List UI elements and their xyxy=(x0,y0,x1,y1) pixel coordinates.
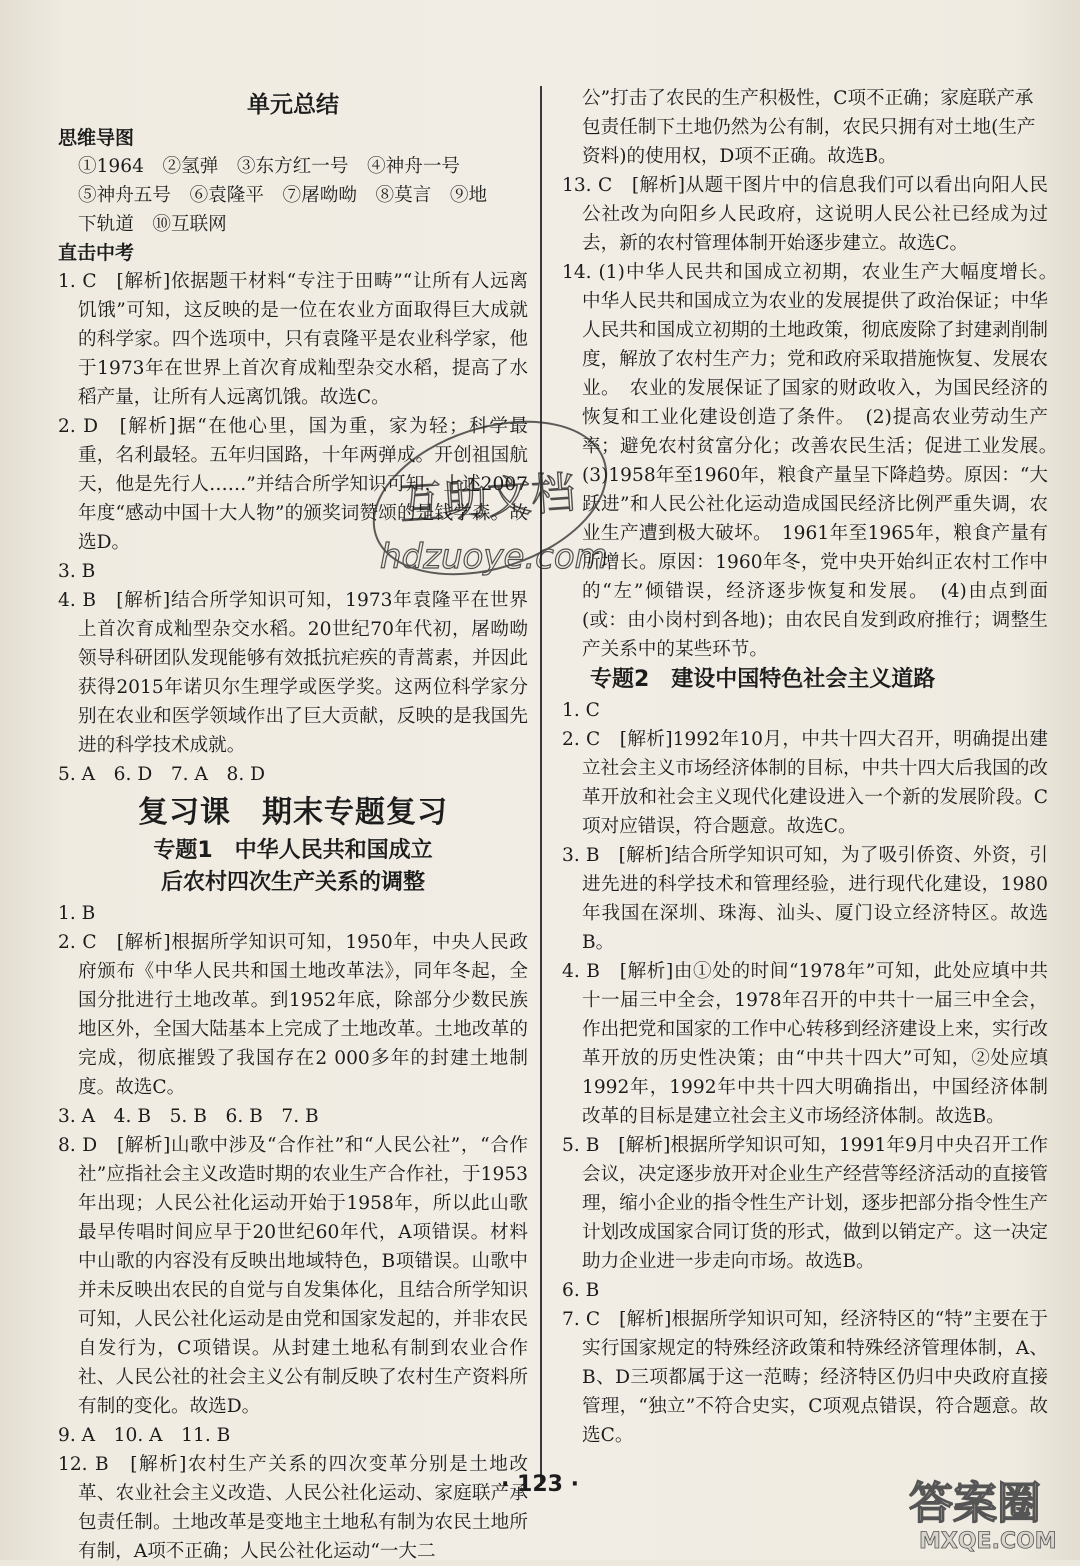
topic1-title-line1: 专题1 中华人民共和国成立 xyxy=(153,838,433,863)
logo-sub-text: MXQE.COM xyxy=(919,1529,1057,1554)
answer-item: 8. D [解析]山歌中涉及“合作社”和“人民公社”，“合作社”应指社会主义改造时期的农业生产合作社，于1953年出现；人民公社化运动开始于1958年，所以此山歌最早传唱时间应早于20世纪60年代，A项错误。材料中山歌的内容没有反映出地域特色，B项错误。山歌中并未反映出农民的自觉与自发集体化，且结合所学知识可知，人民公社化运动是由党和国家发起的，并非农民自发行为，C项错误。从封建土地私有制到农业合作社、人民公社的社会主义公有制反映了农村生产资料所有制的变化。故选D。 xyxy=(58,1135,528,1417)
mindmap-line: ①1964 ②氢弹 ③东方红一号 ④神舟一号 xyxy=(78,156,461,177)
answer-item: 1. C [解析]依据题干材料“专注于田畴”“让所有人远离饥饿”可知，这反映的是一位在农业方面取得巨大成就的科学家。四个选项中，只有袁隆平是农业科学家，他于1973年在世界上首次育成籼型杂交水稻，提高了水稻产量，让所有人远离饥饿。故选C。 xyxy=(58,271,528,408)
answer-item: 3. B [解析]结合所学知识可知，为了吸引侨资、外资，引进先进的科学技术和管理经验，进行现代化建设，1980年我国在深圳、珠海、汕头、厦门设立经济特区。故选B。 xyxy=(562,845,1048,953)
review-title: 复习课 期末专题复习 xyxy=(138,795,448,830)
answer-item: 6. B xyxy=(562,1280,600,1301)
logo-main-text: 答案圈 xyxy=(909,1478,1041,1529)
answer-item: 14. (1)中华人民共和国成立初期，农业生产大幅度增长。 中华人民共和国成立为农业的发展提供了政治保证；中华人民共和国成立初期的土地政策，彻底废除了封建剥削制度，解放了农村生产力；党和政府采取措施恢复、发展农业。 农业的发展保证了国家的财政收入，为国民经济的恢复和工业化建设创造了条件。 (2)提高农业劳动生产率；避免农村贫富分化；改善农民生活；促进工业发展。 (3)1958年至1960年，粮食产量呈下降趋势。原因：“大跃进”和人民公社化运动造成国民经济比例严重失调，农业生产遭到极大破坏。 1961年至1965年，粮食产量有所增长。原因：1960年冬，党中央开始纠正农村工作中的“左”倾错误，经济逐步恢复和发展。 (4)由点到面(或：由小岗村到各地)；由农民自发到政府推行；调整生产关系中的某些环节。 xyxy=(562,262,1067,660)
left-column xyxy=(58,84,528,1566)
answer-item: 9. A 10. A 11. B xyxy=(58,1425,231,1446)
mindmap-heading: 思维导图 xyxy=(58,127,135,149)
mindmap-line: ⑤神舟五号 ⑥袁隆平 ⑦屠呦呦 ⑧莫言 ⑨地 xyxy=(78,185,488,206)
zhongkao-heading: 直击中考 xyxy=(58,242,135,264)
answer-item: 2. C [解析]根据所学知识可知，1950年，中央人民政府颁布《中华人民共和国土地改革法》，同年冬起，全国分批进行土地改革。到1952年底，除部分少数民族地区外，全国大陆基本上完成了土地改革。土地改革的完成，彻底摧毁了我国存在2 000多年的封建土地制度。故选C。 xyxy=(58,932,528,1098)
watermark-text: 互助文档 xyxy=(397,467,577,531)
answer-item: 3. B xyxy=(58,561,96,582)
mindmap-line: 下轨道 ⑩互联网 xyxy=(78,214,227,235)
answer-item: 4. B [解析]由①处的时间“1978年”可知，此处应填中共十一届三中全会，1978年召开的中共十一届三中全会，作出把党和国家的工作中心转移到经济建设上来，实行改革开放的历史性决策；由“中共十四大”可知，②处应填1992年，1992年中共十四大明确指出，中国经济体制改革的目标是建立社会主义市场经济体制。故选B。 xyxy=(562,961,1048,1127)
answer-item: 12. B [解析]农村生产关系的四次变革分别是土地改革、农业社会主义改造、人民公社化运动、家庭联产承包责任制。土地改革是变地主土地私有制为农民土地所有制，A项不正确；人民公社化运动“一大二 xyxy=(58,1454,528,1562)
answer-item: 3. A 4. B 5. B 6. B 7. B xyxy=(58,1106,319,1127)
watermark-url: hdzuoye.com xyxy=(380,537,608,577)
answer-item: 1. C xyxy=(562,700,600,721)
right-column xyxy=(562,84,1067,1450)
topic1-title-line2: 后农村四次生产关系的调整 xyxy=(160,870,425,895)
answer-item: 5. A 6. D 7. A 8. D xyxy=(58,764,266,785)
unit-summary-title: 单元总结 xyxy=(247,92,339,118)
continued-text: 公”打击了农民的生产积极性，C项不正确；家庭联产承包责任制下土地仍然为公有制，农民只拥有对土地(生产资料)的使用权，D项不正确。故选B。 xyxy=(582,88,1036,167)
answer-item: 5. B [解析]根据所学知识可知，1991年9月中央召开工作会议，决定逐步放开对企业生产经营等经济活动的直接管理，缩小企业的指令性生产计划，逐步把部分指令性生产计划改成国家合同订货的形式，做到以销定产。这一决定助力企业进一步走向市场。故选B。 xyxy=(562,1135,1048,1272)
answer-item: 4. B [解析]结合所学知识可知，1973年袁隆平在世界上首次育成籼型杂交水稻。20世纪70年代初，屠呦呦领导科研团队发现能够有效抵抗疟疾的青蒿素，并因此获得2015年诺贝尔生理学或医学奖。这两位科学家分别在农业和医学领域作出了巨大贡献，反映的是我国先进的科学技术成就。 xyxy=(58,590,528,756)
page-number: · 123 · xyxy=(501,1472,579,1497)
answer-item: 13. C [解析]从题干图片中的信息我们可以看出向阳人民公社改为向阳乡人民政府，这说明人民公社已经成为过去，新的农村管理体制开始逐步建立。故选C。 xyxy=(562,175,1048,254)
answer-item: 2. C [解析]1992年10月，中共十四大召开，明确提出建立社会主义市场经济体制的目标，中共十四大后我国的改革开放和社会主义现代化建设进入一个新的发展阶段。C项对应错误，符合题意。故选C。 xyxy=(562,729,1048,837)
answer-item: 7. C [解析]根据所学知识可知，经济特区的“特”主要在于实行国家规定的特殊经济政策和特殊经济管理体制，A、B、D三项都属于这一范畴；经济特区仍归中央政府直接管理，“独立”不符合史实，C项观点错误，符合题意。故选C。 xyxy=(562,1309,1048,1446)
answer-item: 2. D [解析]据“在他心里，国为重，家为轻；科学最重，名利最轻。五年归国路，十年两弹成。开创祖国航天，他是先行人……”并结合所学知识可知，上述2007年度“感动中国十大人物”的颁奖词赞颂的是钱学森。故选D。 xyxy=(58,416,528,553)
topic2-title: 专题2 建设中国特色社会主义道路 xyxy=(590,667,936,692)
column-divider xyxy=(540,86,542,1486)
site-logo xyxy=(905,1462,1070,1554)
answer-item: 1. B xyxy=(58,903,96,924)
